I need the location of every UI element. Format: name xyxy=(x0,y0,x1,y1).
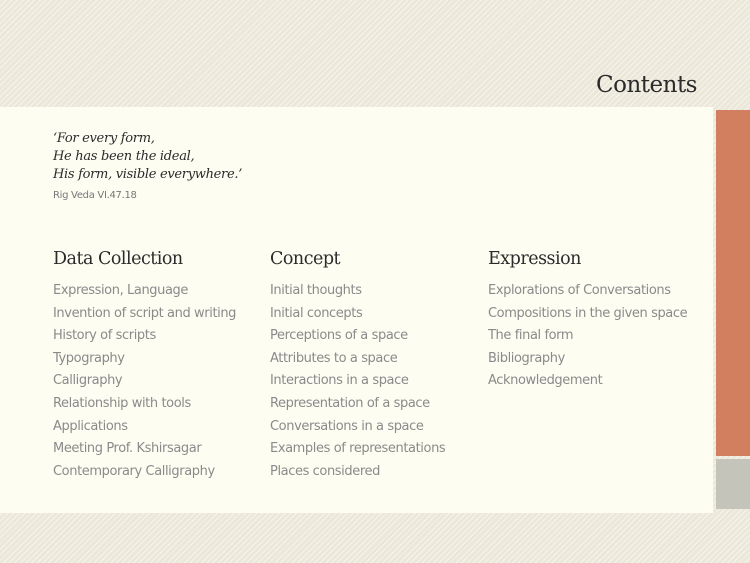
contents-item: Invention of script and writing xyxy=(53,305,237,321)
contents-item: Perceptions of a space xyxy=(270,328,408,344)
quote-line: He has been the ideal, xyxy=(53,149,195,164)
quote-citation: Rig Veda VI.47.18 xyxy=(53,190,137,201)
contents-item: Compositions in the given space xyxy=(488,305,688,321)
contents-list xyxy=(270,280,445,483)
epigraph-quote xyxy=(53,130,242,184)
contents-item: Bibliography xyxy=(488,350,565,366)
contents-item: Explorations of Conversations xyxy=(488,283,671,298)
contents-item: Attributes to a space xyxy=(270,350,398,366)
side-gray-bar xyxy=(716,459,750,509)
page-title: Contents xyxy=(596,72,697,98)
quote-line: ‘For every form, xyxy=(53,131,155,146)
contents-item: Representation of a space xyxy=(270,395,430,411)
contents-list xyxy=(488,280,687,393)
column-heading: Expression xyxy=(488,249,581,269)
column-concept xyxy=(270,246,445,483)
contents-item: Calligraphy xyxy=(53,373,123,389)
contents-item: Relationship with tools xyxy=(53,395,191,411)
contents-item: Contemporary Calligraphy xyxy=(53,463,215,479)
contents-item: Expression, Language xyxy=(53,283,188,298)
contents-item: Conversations in a space xyxy=(270,418,424,434)
contents-item: Initial concepts xyxy=(270,305,363,321)
column-data-collection xyxy=(53,246,236,483)
contents-item: Places considered xyxy=(270,463,380,479)
column-expression xyxy=(488,246,687,393)
contents-item: History of scripts xyxy=(53,328,156,344)
contents-item: Typography xyxy=(53,350,125,366)
contents-item: Acknowledgement xyxy=(488,373,603,389)
contents-item: Interactions in a space xyxy=(270,373,409,389)
contents-item: Initial thoughts xyxy=(270,283,362,298)
contents-item: Meeting Prof. Kshirsagar xyxy=(53,441,202,457)
contents-item: The final form xyxy=(488,328,574,344)
accent-bar xyxy=(716,110,750,456)
column-heading: Data Collection xyxy=(53,249,183,269)
contents-item: Applications xyxy=(53,418,128,434)
contents-item: Examples of representations xyxy=(270,441,446,457)
column-heading: Concept xyxy=(270,249,341,269)
quote-line: His form, visible everywhere.’ xyxy=(53,167,243,182)
contents-list xyxy=(53,280,236,483)
